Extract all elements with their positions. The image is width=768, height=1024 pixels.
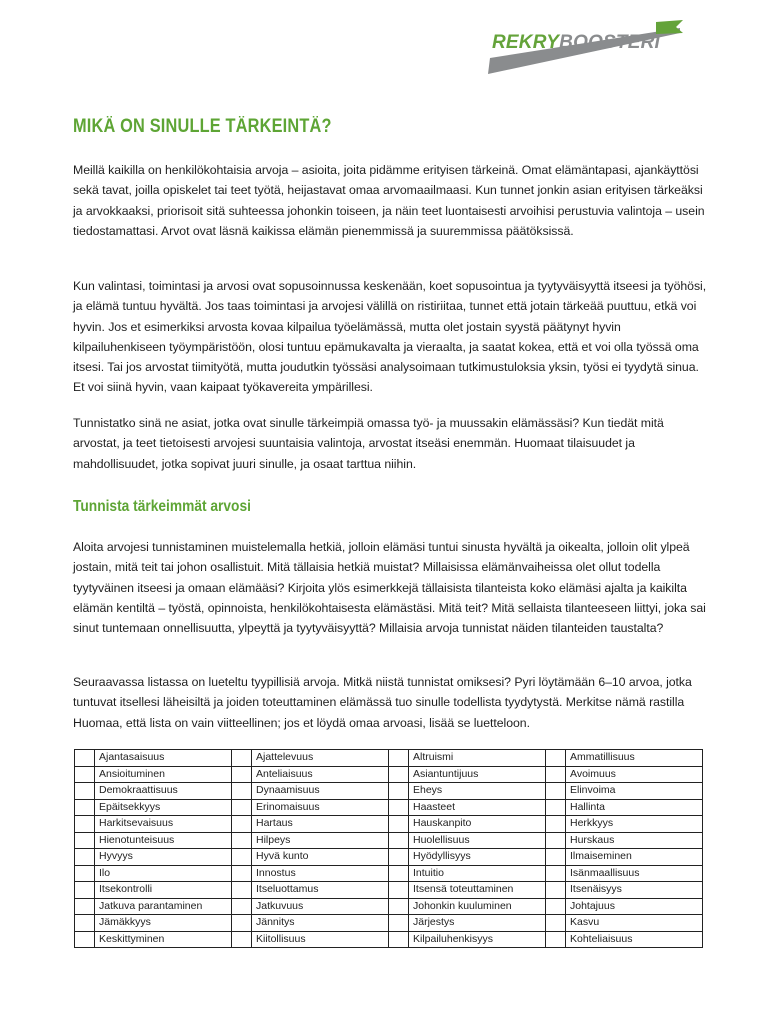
checkbox-cell[interactable] [232, 898, 252, 915]
checkbox-cell[interactable] [546, 832, 566, 849]
value-label: Hallinta [566, 799, 703, 816]
value-label: Kasvu [566, 915, 703, 932]
value-label: Innostus [252, 865, 389, 882]
value-label: Itsensä toteuttaminen [409, 882, 546, 899]
value-label: Demokraattisuus [95, 783, 232, 800]
checkbox-cell[interactable] [75, 931, 95, 948]
table-row [75, 750, 703, 767]
value-label: Ajantasaisuus [95, 750, 232, 767]
checkbox-cell[interactable] [389, 931, 409, 948]
value-label: Elinvoima [566, 783, 703, 800]
value-label: Avoimuus [566, 766, 703, 783]
value-label: Johonkin kuuluminen [409, 898, 546, 915]
checkbox-cell[interactable] [546, 816, 566, 833]
page-title: MIKÄ ON SINULLE TÄRKEINTÄ? [73, 116, 332, 137]
checkbox-cell[interactable] [546, 799, 566, 816]
list-intro-paragraph: Seuraavassa listassa on lueteltu tyypillisiä arvoja. Mitkä niistä tunnistat omiksesi? Pyri löytämään 6–10 arvoa, jotka tuntuvat itsellesi läheisiltä ja joiden toteuttaminen elämässä tuo sinulle todellista tyydytystä. Merkitse nämä rastilla Huomaa, että lista on vain viitteellinen; jos et löydä omaa arvoasi, lisää se luetteloon. [73, 675, 692, 730]
value-label: Asiantuntijuus [409, 766, 546, 783]
checkbox-cell[interactable] [75, 849, 95, 866]
checkbox-cell[interactable] [232, 931, 252, 948]
checkbox-cell[interactable] [389, 816, 409, 833]
checkbox-cell[interactable] [389, 832, 409, 849]
intro-paragraph: Meillä kaikilla on henkilökohtaisia arvoja – asioita, joita pidämme erityisen tärkeinä. Omat elämäntapasi, ajankäyttösi sekä tavat, joilla opiskelet tai teet työtä, heijastavat omaa arvomaailmaasi. Kun tunnet jonkin asian erityisen tärkeäksi ja arvokkaaksi, priorisoit sitä suhteessa johonkin toiseen, ja näin teet luontaisesti arvoihisi perustuvia valintoja – usein tiedostamattasi. Arvot ovat läsnä kaikissa elämän pienemmissä ja suuremmissa päätöksissä. [73, 163, 705, 238]
recognize-paragraph: Tunnistatko sinä ne asiat, jotka ovat sinulle tärkeimpiä omassa työ- ja muussakin elämässäsi? Kun tiedät mitä arvostat, ja teet tietoisesti arvojesi suuntaisia valintoja, arvostat itseäsi enemmän. Huomaat tilaisuudet ja mahdollisuudet, jotka sopivat juuri sinulle, ja osaat tarttua niihin. [73, 416, 664, 471]
value-label: Kohteliaisuus [566, 931, 703, 948]
value-label: Jämäkkyys [95, 915, 232, 932]
checkbox-cell[interactable] [232, 865, 252, 882]
value-label: Ajattelevuus [252, 750, 389, 767]
table-row [75, 816, 703, 833]
value-label: Harkitsevaisuus [95, 816, 232, 833]
checkbox-cell[interactable] [75, 783, 95, 800]
value-label: Järjestys [409, 915, 546, 932]
value-label: Ammatillisuus [566, 750, 703, 767]
checkbox-cell[interactable] [75, 816, 95, 833]
table-row [75, 799, 703, 816]
checkbox-cell[interactable] [546, 766, 566, 783]
value-label: Ilo [95, 865, 232, 882]
checkbox-cell[interactable] [389, 783, 409, 800]
checkbox-cell[interactable] [232, 849, 252, 866]
checkbox-cell[interactable] [389, 750, 409, 767]
checkbox-cell[interactable] [389, 915, 409, 932]
checkbox-cell[interactable] [389, 766, 409, 783]
checkbox-cell[interactable] [75, 766, 95, 783]
value-label: Intuitio [409, 865, 546, 882]
rekryboosteri-logo [480, 18, 685, 76]
value-label: Kilpailuhenkisyys [409, 931, 546, 948]
values-checklist-table [74, 749, 703, 948]
checkbox-cell[interactable] [389, 799, 409, 816]
value-label: Hauskanpito [409, 816, 546, 833]
checkbox-cell[interactable] [75, 882, 95, 899]
checkbox-cell[interactable] [75, 915, 95, 932]
checkbox-cell[interactable] [546, 865, 566, 882]
checkbox-cell[interactable] [232, 882, 252, 899]
value-label: Hyvyys [95, 849, 232, 866]
checkbox-cell[interactable] [232, 832, 252, 849]
table-row [75, 931, 703, 948]
checkbox-cell[interactable] [389, 865, 409, 882]
value-label: Ilmaiseminen [566, 849, 703, 866]
value-label: Epäitsekkyys [95, 799, 232, 816]
instruction-paragraph: Aloita arvojesi tunnistaminen muistelemalla hetkiä, jolloin elämäsi tuntui sinusta hyvältä ja oikealta, jolloin olit ylpeä jostain, mitä teit tai johon osallistuit. Mitä tällaisia hetkiä muistat? Millaisissa elämänvaiheissa olet ollut todella tyytyväinen itseesi ja omaan elämääsi? Kirjoita ylös esimerkkejä tällaisista tilanteista koko elämäsi ajalta ja kaikilta elämän kentiltä – työstä, opinnoista, henkilökohtaisesta elämästäsi. Mitä teit? Mitä sellaista tilanteeseen liittyi, joka sai sinut tuntemaan onnellisuutta, ylpeyttä ja tyytyväisyyttä? Millaisia arvoja tunnistat näiden tilanteiden taustalta? [73, 540, 706, 636]
checkbox-cell[interactable] [232, 799, 252, 816]
table-row [75, 865, 703, 882]
value-label: Altruismi [409, 750, 546, 767]
checkbox-cell[interactable] [75, 865, 95, 882]
table-row [75, 882, 703, 899]
checkbox-cell[interactable] [232, 915, 252, 932]
value-label: Eheys [409, 783, 546, 800]
value-label: Erinomaisuus [252, 799, 389, 816]
value-label: Hienotunteisuus [95, 832, 232, 849]
logo-part-rekry: REKRY [492, 32, 560, 53]
value-label: Dynaamisuus [252, 783, 389, 800]
checkbox-cell[interactable] [546, 783, 566, 800]
checkbox-cell[interactable] [75, 750, 95, 767]
checkbox-cell[interactable] [389, 849, 409, 866]
value-label: Itsekontrolli [95, 882, 232, 899]
value-label: Johtajuus [566, 898, 703, 915]
value-label: Hurskaus [566, 832, 703, 849]
checkbox-cell[interactable] [232, 816, 252, 833]
value-label: Kiitollisuus [252, 931, 389, 948]
value-label: Jännitys [252, 915, 389, 932]
table-row [75, 832, 703, 849]
checkbox-cell[interactable] [75, 898, 95, 915]
checkbox-cell[interactable] [546, 915, 566, 932]
checkbox-cell[interactable] [232, 766, 252, 783]
table-row [75, 783, 703, 800]
checkbox-cell[interactable] [232, 750, 252, 767]
table-row [75, 849, 703, 866]
checkbox-cell[interactable] [546, 931, 566, 948]
value-label: Keskittyminen [95, 931, 232, 948]
table-row [75, 766, 703, 783]
value-label: Hartaus [252, 816, 389, 833]
value-label: Itsenäisyys [566, 882, 703, 899]
value-label: Jatkuva parantaminen [95, 898, 232, 915]
value-label: Hyödyllisyys [409, 849, 546, 866]
section-heading: Tunnista tärkeimmät arvosi [73, 498, 251, 515]
checkbox-cell[interactable] [389, 898, 409, 915]
checkbox-cell[interactable] [232, 783, 252, 800]
logo-part-boosteri: BOOSTERI [559, 32, 661, 53]
checkbox-cell[interactable] [546, 849, 566, 866]
value-label: Isänmaallisuus [566, 865, 703, 882]
value-label: Hilpeys [252, 832, 389, 849]
checkbox-cell[interactable] [75, 832, 95, 849]
harmony-paragraph: Kun valintasi, toimintasi ja arvosi ovat sopusoinnussa keskenään, koet sopusointua ja tyytyväisyyttä itseesi ja työhösi, ja elämä tuntuu hyvältä. Jos taas toimintasi ja arvojesi välillä on ristiriitaa, tunnet että jotain tärkeää puuttuu, etkä voi hyvin. Jos et esimerkiksi arvosta kovaa kilpailua työelämässä, mutta olet jostain syystä päätynyt hyvin kilpailuhenkiseen työympäristöön, olosi tuntuu epämukavalta ja vieraalta, ja saatat kokea, että et voi olla työssä oma itsesi. Tai jos arvostat tiimityötä, mutta joudutkin työssäsi analysoimaan tutkimustuloksia yksin, työsi ei tyydytä sinua. Et voi siinä hyvin, vaan kaipaat työkavereita ympärillesi. [73, 279, 707, 395]
value-label: Itseluottamus [252, 882, 389, 899]
value-label: Haasteet [409, 799, 546, 816]
value-label: Herkkyys [566, 816, 703, 833]
checkbox-cell[interactable] [389, 882, 409, 899]
value-label: Huolellisuus [409, 832, 546, 849]
logo-wordmark [492, 32, 660, 54]
checkbox-cell[interactable] [546, 882, 566, 899]
checkbox-cell[interactable] [75, 799, 95, 816]
value-label: Ansioituminen [95, 766, 232, 783]
value-label: Jatkuvuus [252, 898, 389, 915]
checkbox-cell[interactable] [546, 750, 566, 767]
checkbox-cell[interactable] [546, 898, 566, 915]
value-label: Anteliaisuus [252, 766, 389, 783]
table-row [75, 915, 703, 932]
table-row [75, 898, 703, 915]
value-label: Hyvä kunto [252, 849, 389, 866]
